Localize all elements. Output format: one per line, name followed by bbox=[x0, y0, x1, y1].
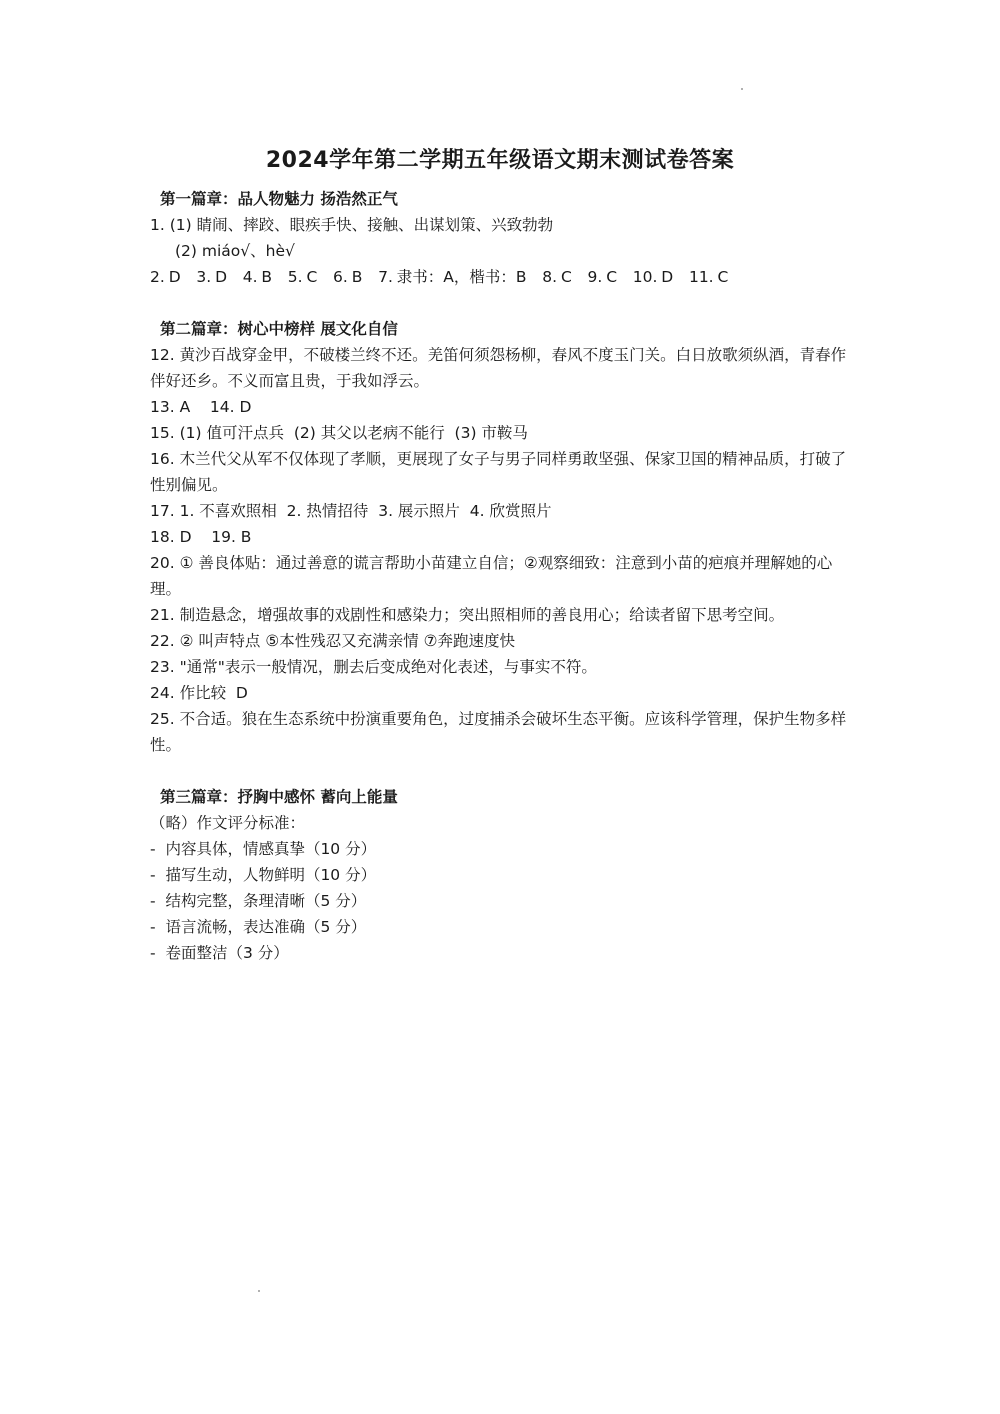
page-title: 2024学年第二学期五年级语文期末测试卷答案 bbox=[265, 148, 735, 173]
spacer bbox=[150, 290, 860, 316]
answer-line: 25. 不合适。狼在生态系统中扮演重要角色，过度捕杀会破坏生态平衡。应该科学管理，保护生物多样性。 bbox=[150, 710, 847, 754]
answer-line: (2) miáo√、hè√ bbox=[175, 242, 295, 260]
scan-speck bbox=[258, 1290, 260, 1292]
rubric-item: - 结构完整，条理清晰（5 分） bbox=[150, 892, 367, 910]
section-heading: 第三篇章：抒胸中感怀 蓄向上能量 bbox=[160, 788, 398, 806]
answer-line: 18. D 19. B bbox=[150, 528, 252, 546]
answer-line: 15. (1) 值可汗点兵 (2) 其父以老病不能行 (3) 市鞍马 bbox=[150, 424, 528, 442]
answer-line: 22. ② 叫声特点 ⑤本性残忍又充满亲情 ⑦奔跑速度快 bbox=[150, 632, 516, 650]
answer-line: 1. (1) 睛闹、摔跤、眼疾手快、接触、出谋划策、兴致勃勃 bbox=[150, 216, 554, 234]
answer-line: 23. "通常"表示一般情况，删去后变成绝对化表述，与事实不符。 bbox=[150, 658, 597, 676]
scan-speck bbox=[741, 88, 743, 90]
section-heading: 第一篇章：品人物魅力 扬浩然正气 bbox=[160, 190, 398, 208]
section-heading: 第二篇章：树心中榜样 展文化自信 bbox=[160, 320, 398, 338]
rubric-item: - 内容具体，情感真挚（10 分） bbox=[150, 840, 377, 858]
answer-line: 24. 作比较 D bbox=[150, 684, 248, 702]
rubric-item: - 语言流畅，表达准确（5 分） bbox=[150, 918, 367, 936]
section-3 bbox=[150, 784, 860, 966]
answer-line: 17. 1. 不喜欢照相 2. 热情招待 3. 展示照片 4. 欣赏照片 bbox=[150, 502, 552, 520]
rubric-item: - 描写生动，人物鲜明（10 分） bbox=[150, 866, 377, 884]
section-2 bbox=[150, 316, 860, 758]
answer-line: （略）作文评分标准： bbox=[150, 814, 306, 832]
answer-content bbox=[150, 186, 860, 966]
rubric-item: - 卷面整洁（3 分） bbox=[150, 944, 289, 962]
answer-line: 20. ① 善良体贴：通过善意的谎言帮助小苗建立自信；②观察细致：注意到小苗的疤痕并理解她的心理。 bbox=[150, 554, 833, 598]
answer-line: 16. 木兰代父从军不仅体现了孝顺，更展现了女子与男子同样勇敢坚强、保家卫国的精神品质，打破了性别偏见。 bbox=[150, 450, 847, 494]
answer-line: 21. 制造悬念，增强故事的戏剧性和感染力；突出照相师的善良用心；给读者留下思考空间。 bbox=[150, 606, 785, 624]
answer-line: 12. 黄沙百战穿金甲，不破楼兰终不还。羌笛何须怨杨柳，春风不度玉门关。白日放歌须纵酒，青春作伴好还乡。不义而富且贵，于我如浮云。 bbox=[150, 346, 847, 390]
answer-line: 13. A 14. D bbox=[150, 398, 252, 416]
spacer bbox=[150, 758, 860, 784]
answer-line: 2. D 3. D 4. B 5. C 6. B 7. 隶书：A，楷书：B 8. C 9. C 10. D 11. C bbox=[150, 268, 729, 286]
section-1 bbox=[150, 186, 860, 290]
